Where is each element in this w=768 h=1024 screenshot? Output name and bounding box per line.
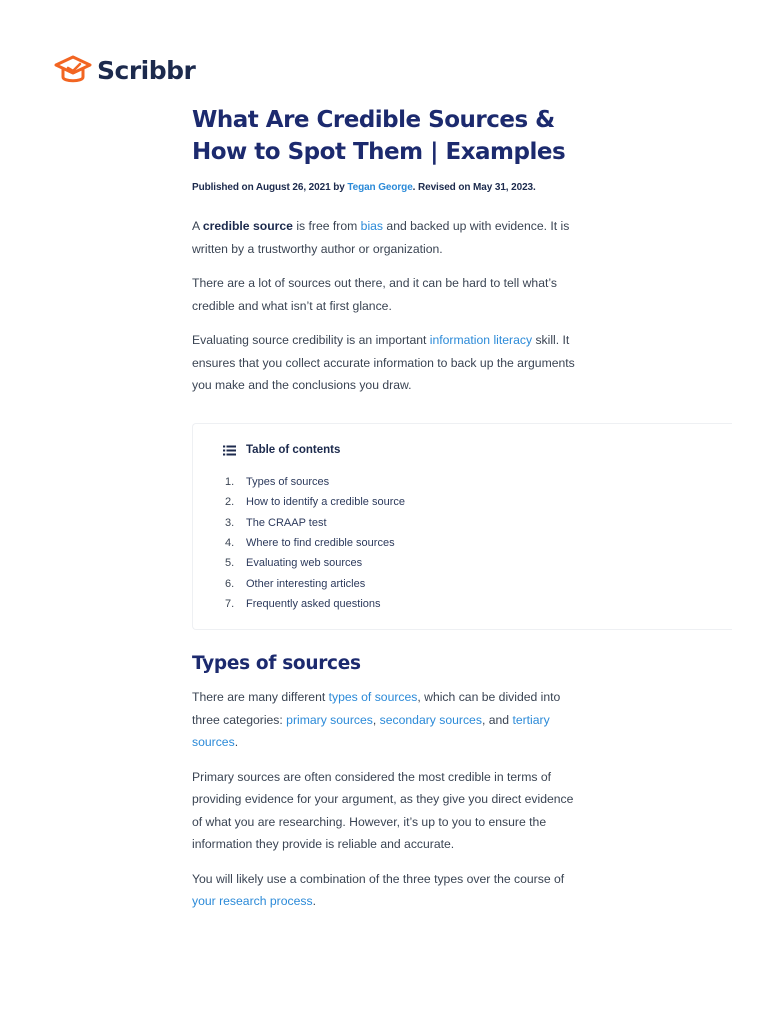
text-run: Evaluating source credibility is an important: [192, 333, 430, 347]
toc-item: [225, 533, 405, 553]
inline-link-secondary-sources[interactable]: secondary sources: [379, 712, 482, 727]
text-run: Primary sources are often considered the most credible in terms of providing evidence for your argument, as they give you direct evidence of what you are researching. However, it’s up to you to ensure the information they provide is reliable and accurate.: [192, 769, 574, 851]
toc-item-number: 4.: [225, 537, 235, 550]
graduation-cap-icon: [54, 54, 92, 86]
section-types-of-sources: [192, 651, 578, 913]
text-run: is free from: [292, 219, 361, 233]
text-run: and backed up with evidence. It is written by a trustworthy author or organization.: [192, 219, 570, 256]
published-date: Published on August 26, 2021 by: [192, 182, 348, 193]
text-run: You will likely use a combination of the three types over the course of: [192, 871, 565, 886]
toc-item-number: 5.: [225, 557, 235, 570]
text-run: There are many different: [192, 690, 329, 704]
toc-link-identify-credible-source[interactable]: How to identify a credible source: [246, 496, 405, 509]
section-heading: Types of sources: [192, 653, 361, 674]
toc-link-craap-test[interactable]: The CRAAP test: [246, 516, 327, 529]
text-run: A: [192, 219, 203, 233]
toc-item: [225, 573, 405, 593]
intro-paragraph-1: [192, 215, 578, 260]
toc-link-evaluating-web-sources[interactable]: Evaluating web sources: [246, 557, 363, 570]
inline-link-information-literacy[interactable]: information literacy: [429, 333, 533, 347]
toc-list: [225, 472, 405, 614]
inline-link-primary-sources[interactable]: primary sources: [286, 712, 373, 727]
toc-item: [225, 513, 405, 533]
scribbr-logo-link[interactable]: [54, 54, 195, 86]
text-run: .: [234, 735, 239, 749]
text-run: There are a lot of sources out there, and it can be hard to tell what’s credible and what isn’t at first glance.: [192, 276, 557, 313]
toc-item: [225, 492, 405, 512]
inline-link-bias[interactable]: bias: [360, 219, 384, 233]
toc-link-where-to-find[interactable]: Where to find credible sources: [246, 537, 395, 550]
section-paragraph-3: [192, 868, 578, 913]
author-link[interactable]: Tegan George: [347, 182, 413, 193]
table-of-contents: [192, 423, 732, 630]
toc-item-number: 7.: [225, 597, 235, 610]
toc-link-other-articles[interactable]: Other interesting articles: [246, 577, 366, 590]
text-run: skill. It ensures that you collect accurate information to back up the arguments you make and the conclusions you draw.: [192, 333, 575, 392]
text-run: , and: [481, 712, 513, 727]
text-run: .: [312, 894, 316, 908]
text-run: ,: [372, 712, 380, 727]
toc-item-number: 1.: [225, 476, 235, 489]
inline-link-your-research-process[interactable]: your research process: [192, 894, 313, 908]
section-paragraph-2: [192, 766, 578, 856]
toc-header: [223, 444, 340, 456]
bold-term: credible source: [202, 219, 293, 233]
revised-date: . Revised on May 31, 2023.: [412, 182, 536, 193]
text-run: , which can be divided into three categories:: [192, 690, 561, 727]
article-title: What Are Credible Sources & How to Spot Them | Examples: [192, 107, 566, 165]
logo-wordmark: Scribbr: [97, 55, 196, 85]
toc-item-number: 6.: [225, 577, 235, 590]
intro-paragraph-2: [192, 272, 578, 317]
toc-link-types-of-sources[interactable]: Types of sources: [246, 476, 330, 489]
toc-item: [225, 594, 405, 614]
toc-item-number: 2.: [225, 496, 235, 509]
section-paragraph-1: [192, 686, 578, 754]
toc-title: Table of contents: [246, 444, 341, 456]
inline-link-types-of-sources[interactable]: types of sources: [328, 690, 418, 704]
toc-item: [225, 472, 405, 492]
inline-link-tertiary-sources[interactable]: tertiary sources: [192, 712, 550, 749]
article-meta: [192, 182, 578, 193]
list-icon: [223, 445, 236, 456]
toc-item-number: 3.: [225, 516, 235, 529]
toc-item: [225, 553, 405, 573]
toc-link-faq[interactable]: Frequently asked questions: [246, 597, 381, 610]
article-header: [192, 104, 578, 397]
intro-paragraph-3: [192, 329, 578, 397]
